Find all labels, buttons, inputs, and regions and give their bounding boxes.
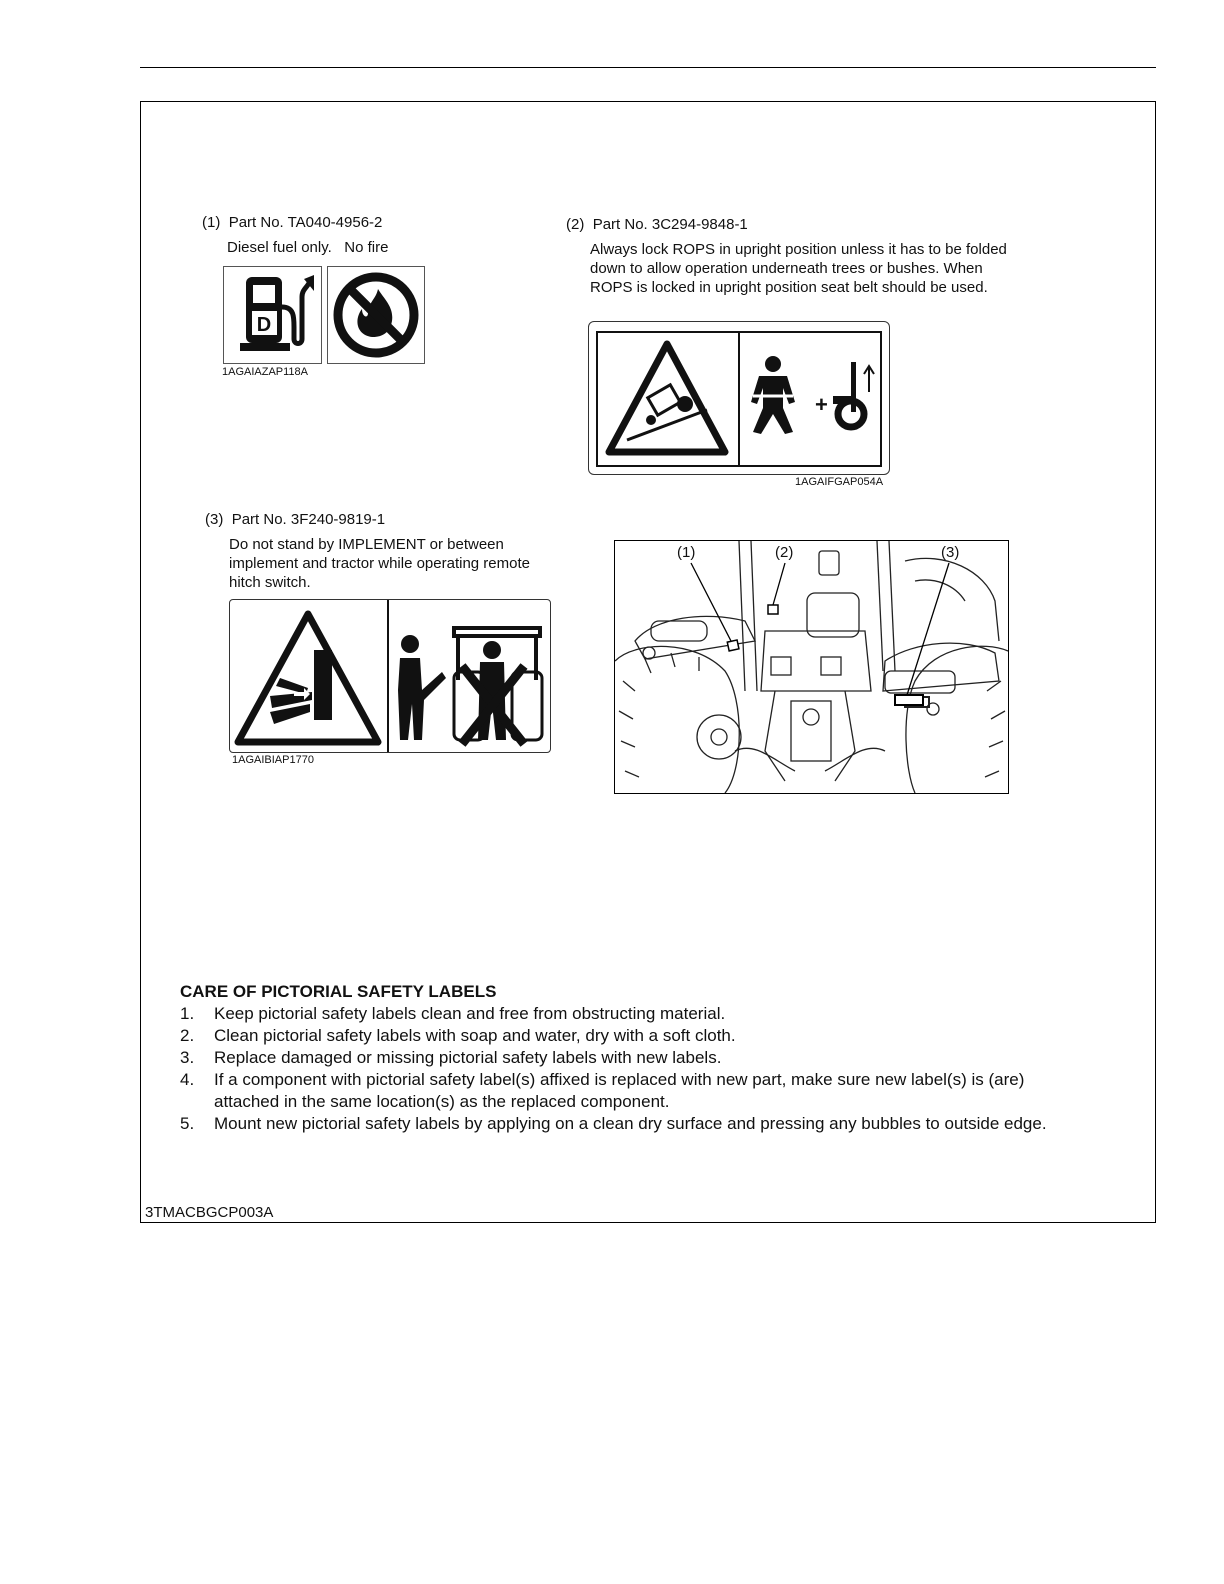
header-rule <box>140 67 1156 68</box>
label-2-heading <box>566 216 748 233</box>
label-1-heading <box>202 214 382 231</box>
care-item-1-number: 1. <box>180 1004 195 1023</box>
label-1-description: Diesel fuel only. No fire <box>227 239 389 256</box>
label-2-part: Part No. 3C294-9848-1 <box>592 216 748 233</box>
seatbelt-rops-icon <box>751 356 874 434</box>
care-item-3 <box>180 1047 1110 1069</box>
label-1-number: (1) <box>202 214 221 231</box>
label-2-description: Always lock ROPS in upright position unless it has to be folded down to allow operation underneath trees or bushes. When ROPS is locked in upright position seat belt should be used. <box>590 241 1007 296</box>
figure-code: 3TMACBGCP003A <box>145 1204 274 1221</box>
care-section-title: CARE OF PICTORIAL SAFETY LABELS <box>180 982 497 1001</box>
care-item-4-text: If a component with pictorial safety label(s) affixed is replaced with new part, make sure new label(s) is (are) attached in the same location(s) as the replaced component. <box>214 1070 1025 1111</box>
do-not-stand-icon <box>398 628 542 744</box>
svg-text:D: D <box>256 314 272 336</box>
label-3-part: Part No. 3F240-9819-1 <box>231 511 386 528</box>
tractor-rear-diagram <box>614 540 1009 794</box>
care-item-2-number: 2. <box>180 1026 195 1045</box>
crush-warning-icon <box>238 614 378 742</box>
no-fire-icon <box>327 266 425 364</box>
diagram-callout-3: (3) <box>941 544 960 561</box>
implement-warning-sticker <box>229 599 551 753</box>
care-item-3-text: Replace damaged or missing pictorial safety labels with new labels. <box>214 1048 722 1067</box>
care-item-5 <box>180 1113 1110 1135</box>
care-item-2 <box>180 1025 1110 1047</box>
label-1-image-code: 1AGAIAZAP118A <box>222 366 309 378</box>
label-3-description: Do not stand by IMPLEMENT or between implement and tractor while operating remote hitch switch. <box>229 536 530 591</box>
care-item-1 <box>180 1003 1110 1025</box>
care-item-5-text: Mount new pictorial safety labels by applying on a clean dry surface and pressing any bubbles to outside edge. <box>214 1114 1047 1133</box>
diagram-callout-2: (2) <box>775 544 794 561</box>
diagram-callout-1: (1) <box>677 544 696 561</box>
label-3-number: (3) <box>205 511 224 528</box>
diesel-pump-icon <box>223 266 322 364</box>
care-item-2-text: Clean pictorial safety labels with soap and water, dry with a soft cloth. <box>214 1026 736 1045</box>
label-1-part: Part No. TA040-4956-2 <box>228 214 383 231</box>
care-item-4-number: 4. <box>180 1070 195 1089</box>
rops-warning-sticker <box>588 321 890 475</box>
label-2-image-code: 1AGAIFGAP054A <box>795 476 884 488</box>
svg-text:+: + <box>815 392 828 417</box>
label-3-image-code: 1AGAIBIAP1770 <box>232 754 314 766</box>
care-item-3-number: 3. <box>180 1048 195 1067</box>
care-instructions-list <box>180 1003 1110 1135</box>
care-item-1-text: Keep pictorial safety labels clean and free from obstructing material. <box>214 1004 726 1023</box>
label-3-heading <box>205 511 385 528</box>
care-item-5-number: 5. <box>180 1114 195 1133</box>
rollover-warning-icon <box>609 344 725 452</box>
label-2-number: (2) <box>566 216 585 233</box>
care-item-4 <box>180 1069 1110 1113</box>
